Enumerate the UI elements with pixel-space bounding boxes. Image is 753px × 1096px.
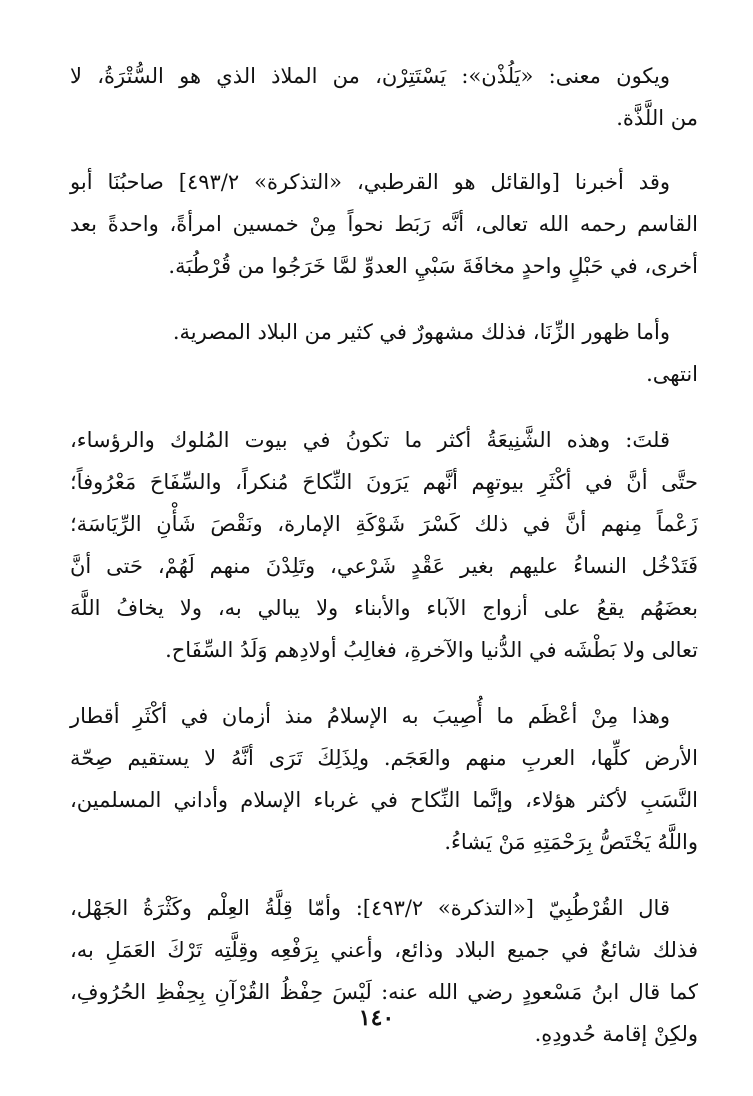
text-line: فذلك شائعٌ في جميع البلاد وذائع، وأعني بِرَفْعِه وقِلَّتِه تَرْكَ العَمَلِ به، xyxy=(70,938,698,962)
text-line: أخرى، في حَبْلٍ واحدٍ مخافَةَ سَبْيِ العدوِّ لمَّا خَرَجُوا من قُرْطُبَة. xyxy=(168,254,698,278)
text-line: الأرض كلِّها، العربِ منهم والعَجَم. ولِذَلِكَ تَرَى أنَّهُ لا يستقيم صِحّة xyxy=(70,746,698,770)
paragraph-calamity xyxy=(70,695,698,863)
text-line: وهذا مِنْ أعْظَم ما أُصِيبَ به الإسلامُ منذ أزمان في أكْثَرِ أقطار xyxy=(70,704,670,728)
text-line: من اللَّذَّة. xyxy=(616,106,698,130)
text-line: قال القُرْطُبِيّ [«التذكرة» ٤٩٣/٢]: وأمّا قِلَّةُ العِلْم وكَثْرَةُ الجَهْل، xyxy=(70,896,670,920)
page-number: ١٤٠ xyxy=(358,1005,395,1031)
text-line: فَتَدْخُل النساءُ عليهم بغير عَقْدٍ شَرْعي، وتَلِدْنَ منهم لَهُمْ، حَتى أنَّ xyxy=(70,554,698,578)
text-line: واللَّهُ يَخْتَصُّ بِرَحْمَتِهِ مَنْ يَشاءُ. xyxy=(444,830,698,854)
text-line: كما قال ابنُ مَسْعودٍ رضي الله عنه: لَيْسَ حِفْظُ القُرْآنِ بِحِفْظِ الحُرُوفِ، xyxy=(70,980,698,1004)
text-line: انتهى. xyxy=(646,362,698,386)
page-body xyxy=(70,55,698,1079)
text-line: القاسم رحمه الله تعالى، أنَّه رَبَط نحواً مِنْ خمسين امرأةً، واحدةً بعد xyxy=(70,212,698,236)
paragraph-qurtubi-report xyxy=(70,161,698,287)
text-line: بعضَهُم يقعُ على أزواج الآباء والأبناء ولا يبالي به، ولا يخافُ اللَّهَ xyxy=(70,596,698,620)
paragraph-end-quote xyxy=(70,353,698,395)
text-line: وقد أخبرنا [والقائل هو القرطبي، «التذكرة» ٤٩٣/٢] صاحبُنَا أبو xyxy=(70,170,670,194)
text-line: حتَّى أنَّ في أكْثَرِ بيوتهِم أنَّهم يَرَونَ النِّكاحَ مُنكراً، والسِّفَاحَ مَعْرُوفاً؛ xyxy=(70,470,698,494)
paragraph-author-comment xyxy=(70,419,698,671)
text-line: ويكون معنى: «يَلُذْن»: يَسْتَتِرْن، من الملاذ الذي هو السُّتْرَةُ، لا xyxy=(70,64,670,88)
text-line: زَعْماً مِنهم أنَّ في ذلك كَسْرَ شَوْكَةِ الإمارة، ونَقْصَ شَأْنِ الرِّيَاسَة؛ xyxy=(70,512,698,536)
text-line: وأما ظهور الزِّنَا، فذلك مشهورٌ في كثير من البلاد المصرية. xyxy=(172,320,670,344)
paragraph-meaning xyxy=(70,55,698,139)
text-line: قلتَ: وهذه الشَّنِيعَةُ أكثر ما تكونُ في بيوت المُلوك والرؤساء، xyxy=(70,428,670,452)
text-line: النَّسَبِ لأكثر هؤلاء، وإنَّما النِّكاح في غرباء الإسلام وأداني المسلمين، xyxy=(70,788,698,812)
paragraph-zina xyxy=(70,311,698,353)
text-line: ولكِنْ إقامة حُدودِهِ. xyxy=(534,1022,698,1046)
text-line: تعالى ولا بَطْشَه في الدُّنيا والآخرةِ، فغالِبُ أولادِهم وَلَدُ السِّفَاح. xyxy=(165,638,698,662)
